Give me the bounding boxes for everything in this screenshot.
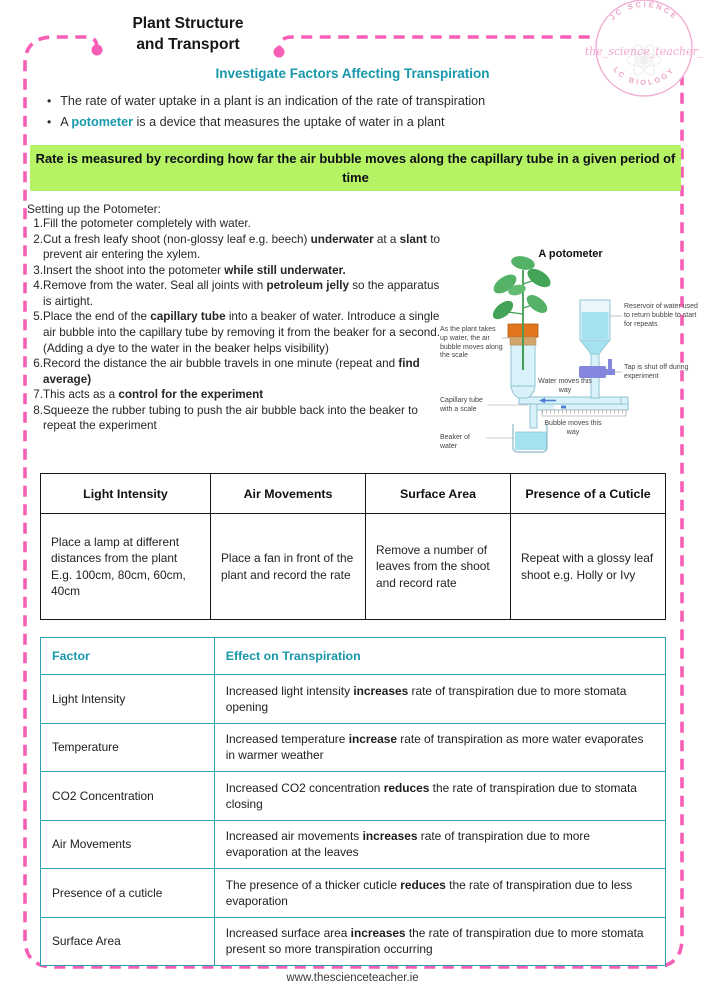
factors-table-header-row	[41, 638, 666, 675]
factors-table-row	[41, 675, 666, 724]
factors-table	[40, 637, 666, 966]
factor-cell: Light Intensity	[41, 675, 215, 724]
factors-table-row	[41, 869, 666, 918]
effect-cell: The presence of a thicker cuticle reduces the rate of transpiration due to less evaporation	[214, 869, 665, 918]
bullet-item	[47, 113, 667, 131]
intro-bullets	[47, 92, 667, 135]
scale-ruler-icon	[542, 410, 626, 416]
footer-url: www.thescienceteacher.ie	[286, 972, 419, 984]
text-segment: find average)	[43, 357, 420, 386]
diagram-label-capillary: Capillary tube with a scale	[440, 397, 483, 413]
text-segment: control for the experiment	[118, 388, 264, 402]
factors-table-header: Factor	[41, 638, 215, 675]
highlight-box	[30, 145, 681, 191]
bullet-dot: •	[47, 115, 52, 130]
text-segment: reduces	[400, 877, 446, 892]
text-segment: potometer	[71, 115, 133, 130]
logo-bottom-text: LC BIOLOGY	[611, 64, 677, 88]
setup-step	[29, 263, 446, 279]
diagram-label-plant: As the plant takes up water, the air bubble moves along the scale	[440, 326, 503, 360]
air-bubble-icon	[554, 405, 566, 409]
factors-table-row	[41, 723, 666, 772]
variables-table-cell: Repeat with a glossy leaf shoot e.g. Holly or Ivy	[511, 514, 666, 620]
text-segment: reduces	[383, 780, 430, 795]
bullet-text: The rate of water uptake in a plant is an indication of the rate of transpiration	[60, 94, 486, 108]
variables-table-header: Presence of a Cuticle	[511, 474, 666, 514]
step-number: 2.	[33, 232, 43, 246]
setup-steps	[29, 216, 446, 434]
diagram-label-beaker: Beaker of water	[440, 434, 470, 450]
step-text: Remove from the water. Seal all joints with petroleum jelly so the apparatus is airtight.	[43, 279, 440, 308]
text-segment: increases	[362, 829, 418, 844]
variables-table-cell: Remove a number of leaves from the shoot and record rate	[366, 514, 511, 620]
step-number: 6.	[33, 357, 43, 371]
factor-cell: Air Movements	[41, 820, 215, 869]
variables-table-header: Light Intensity	[41, 474, 211, 514]
factors-table-row	[41, 820, 666, 869]
text-segment: petroleum jelly	[266, 279, 349, 293]
text-segment: increases	[350, 926, 406, 941]
text-segment: while still underwater.	[224, 263, 346, 277]
variables-table-header: Surface Area	[366, 474, 511, 514]
setup-heading: Setting up the Potometer:	[27, 202, 161, 216]
step-number: 4.	[33, 279, 43, 293]
step-text: Fill the potometer completely with water.	[43, 217, 251, 230]
step-number: 7.	[33, 388, 43, 402]
setup-step	[29, 278, 446, 309]
page-title-line1: Plant Structure	[132, 15, 244, 32]
logo-top-text: JC SCIENCE	[607, 0, 681, 22]
diagram-label-tap: Tap is shut off during experiment	[624, 364, 689, 380]
step-text: This acts as a control for the experiment	[43, 388, 264, 402]
setup-step	[29, 403, 446, 434]
setup-step	[29, 356, 446, 387]
effect-cell: Increased surface area increases the rate of transpiration due to more stomata present so more transpiration occurring	[214, 917, 665, 966]
page-title-line2: and Transport	[136, 36, 240, 53]
reservoir-icon	[580, 300, 610, 354]
factor-cell: Surface Area	[41, 917, 215, 966]
diagram-label-reservoir: Reservoir of water used to return bubble to start for repeats	[624, 303, 698, 328]
effect-cell: Increased temperature increase rate of transpiration as more water evaporates in warmer weather	[214, 723, 665, 772]
variables-table-body-row	[41, 514, 666, 620]
variables-table-cell: Place a fan in front of the plant and record the rate	[211, 514, 366, 620]
setup-step	[29, 216, 446, 232]
step-text: Record the distance the air bubble travels in one minute (repeat and find average)	[43, 357, 420, 386]
variables-table	[40, 473, 666, 620]
bullet-item	[47, 92, 667, 110]
variables-table-header: Air Movements	[211, 474, 366, 514]
text-segment: underwater	[310, 232, 374, 246]
potometer-diagram	[438, 248, 703, 468]
bullet-dot: •	[47, 94, 52, 108]
setup-step	[29, 387, 446, 403]
effect-cell: Increased CO2 concentration reduces the rate of transpiration due to stomata closing	[214, 772, 665, 821]
diagram-label-water-direction: Water moves this way	[538, 378, 592, 394]
effect-cell: Increased air movements increases rate of transpiration due to more evaporation at the leaves	[214, 820, 665, 869]
page-title	[95, 13, 281, 55]
text-segment: increase	[348, 732, 397, 747]
step-number: 1.	[33, 217, 43, 230]
variables-table-cell: Place a lamp at different distances from the plant E.g. 100cm, 80cm, 60cm, 40cm	[41, 514, 211, 620]
bullet-text: A potometer is a device that measures the uptake of water in a plant	[60, 115, 445, 130]
factor-cell: Temperature	[41, 723, 215, 772]
section-subtitle: Investigate Factors Affecting Transpiration	[215, 66, 490, 81]
step-number: 5.	[33, 310, 43, 324]
step-number: 3.	[33, 263, 43, 277]
step-text: Squeeze the rubber tubing to push the air bubble back into the beaker to repeat the experiment	[43, 403, 418, 433]
text-segment: increases	[353, 683, 409, 698]
text-segment: slant	[399, 232, 427, 246]
step-number: 8.	[33, 403, 43, 417]
setup-step	[29, 232, 446, 263]
diagram-title: A potometer	[538, 248, 603, 260]
step-text: Cut a fresh leafy shoot (non-glossy leaf e.g. beech) underwater at a slant to prevent air entering the xylem.	[43, 232, 440, 262]
setup-step	[29, 309, 446, 356]
factor-cell: Presence of a cuticle	[41, 869, 215, 918]
step-text: Place the end of the capillary tube into a beaker of water. Introduce a single air bubble into the capillary tube by removing it from the beaker for a second. (Adding a dye to the water in the beaker helps visibility)	[43, 310, 440, 355]
factors-table-row	[41, 917, 666, 966]
factors-table-row	[41, 772, 666, 821]
factors-table-header: Effect on Transpiration	[214, 638, 665, 675]
text-segment: capillary tube	[150, 310, 226, 324]
variables-table-header-row	[41, 474, 666, 514]
diagram-label-bubble-direction: Bubble moves this way	[544, 420, 602, 436]
factor-cell: CO2 Concentration	[41, 772, 215, 821]
step-text: Insert the shoot into the potometer while still underwater.	[43, 263, 346, 277]
highlight-text: Rate is measured by recording how far the air bubble moves along the capillary tube in a given period of time	[35, 150, 676, 185]
logo-script-text: the_science_teacher_	[584, 45, 704, 58]
effect-cell: Increased light intensity increases rate of transpiration due to more stomata opening	[214, 675, 665, 724]
